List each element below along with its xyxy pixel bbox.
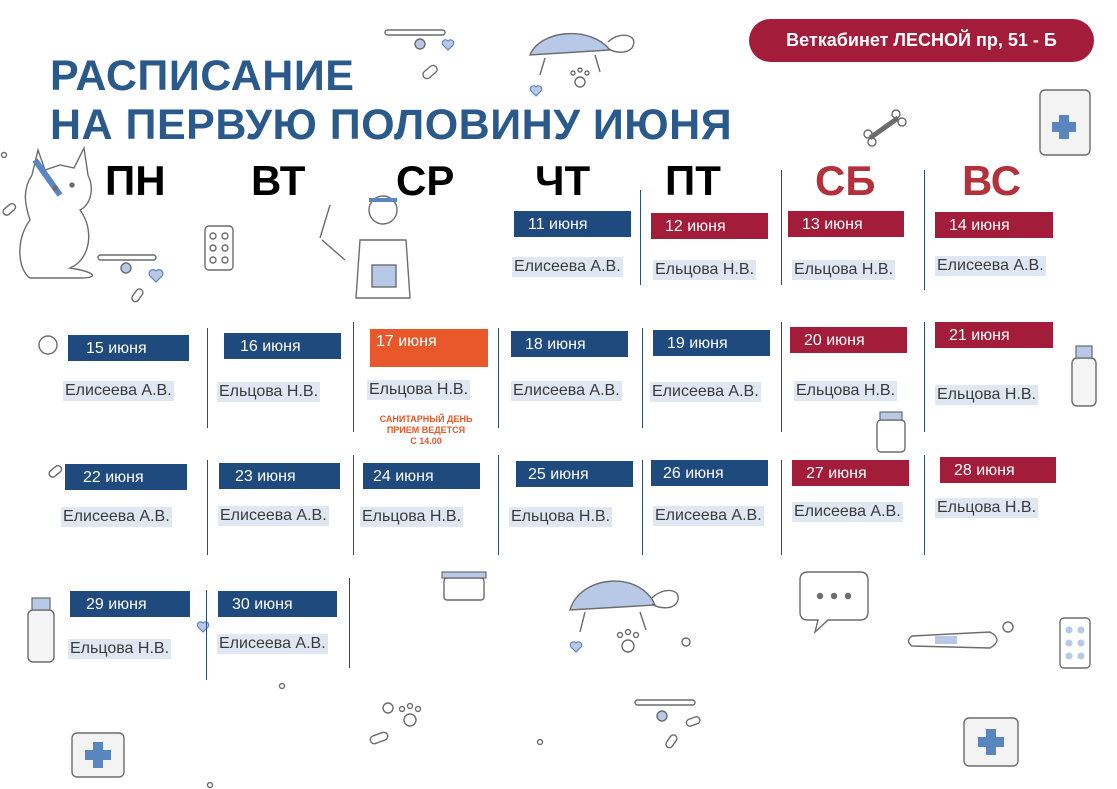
speech-bubble-icon	[800, 572, 868, 632]
paw-icon	[383, 703, 421, 726]
date-15: 15 июня	[68, 335, 189, 361]
doctor-20: Ельцова Н.В.	[796, 382, 896, 399]
sanitary-day-note	[360, 414, 492, 447]
doctor-27: Елисеева А.В.	[794, 503, 901, 520]
column-divider	[640, 190, 641, 285]
doctor-11: Елисеева А.В.	[514, 258, 621, 275]
column-divider	[207, 460, 208, 555]
container-icon	[442, 572, 486, 600]
clinic-address-badge: Веткабинет ЛЕСНОЙ пр, 51 - Б	[749, 19, 1094, 62]
date-20: 20 июня	[790, 327, 907, 353]
column-divider	[781, 322, 782, 432]
day-header-tue: ВТ	[251, 157, 306, 204]
column-divider	[349, 578, 350, 668]
cat-icon	[20, 148, 92, 278]
date-23: 23 июня	[219, 463, 340, 489]
sanitary-day-note-line: ПРИЕМ ВЕДЕТСЯ	[386, 425, 466, 435]
date-17: 17 июня	[370, 329, 488, 367]
column-divider	[642, 460, 643, 555]
doctor-17: Ельцова Н.В.	[369, 381, 469, 398]
column-divider	[498, 328, 499, 428]
sanitary-day-note-line: САНИТАРНЫЙ ДЕНЬ	[379, 414, 473, 424]
blister-pack-icon	[205, 226, 233, 270]
column-divider	[924, 455, 925, 555]
page-title-line-1: РАСПИСАНИЕ	[50, 52, 355, 100]
jar-icon	[877, 412, 905, 452]
column-divider	[353, 322, 354, 432]
doctor-24: Ельцова Н.В.	[362, 508, 462, 525]
date-14: 14 июня	[935, 212, 1053, 238]
doctor-12: Ельцова Н.В.	[655, 261, 755, 278]
date-27: 27 июня	[792, 460, 909, 486]
doctor-16: Ельцова Н.В.	[219, 383, 319, 400]
column-divider	[924, 322, 925, 432]
bottle-icon	[1072, 346, 1096, 406]
date-19: 19 июня	[653, 330, 770, 356]
day-header-wed: СР	[396, 157, 455, 204]
sanitary-day-note-line: С 14.00	[410, 436, 442, 446]
date-12: 12 июня	[651, 213, 768, 239]
day-header-sat: СБ	[815, 157, 876, 204]
doctor-21: Ельцова Н.В.	[937, 386, 1037, 403]
date-24: 24 июня	[363, 463, 480, 489]
doctor-13: Ельцова Н.В.	[794, 261, 894, 278]
day-header-sun: ВС	[962, 157, 1022, 204]
doctor-19: Елисеева А.В.	[652, 383, 759, 400]
day-header-fri: ПТ	[665, 157, 721, 204]
doctor-26: Елисеева А.В.	[655, 507, 762, 524]
day-header-thu: ЧТ	[535, 157, 591, 204]
doctor-30: Елисеева А.В.	[219, 635, 326, 652]
column-divider	[206, 590, 207, 680]
date-25: 25 июня	[516, 461, 633, 487]
date-26: 26 июня	[651, 460, 768, 486]
date-28: 28 июня	[940, 457, 1056, 483]
turtle-icon	[570, 581, 678, 632]
doctor-18: Елисеева А.В.	[513, 382, 620, 399]
doctor-22: Елисеева А.В.	[63, 508, 170, 525]
first-aid-bag-icon	[72, 733, 124, 777]
bottle-icon	[28, 598, 54, 662]
date-11: 11 июня	[514, 211, 631, 237]
column-divider	[207, 328, 208, 428]
date-29: 29 июня	[70, 591, 190, 617]
date-21: 21 июня	[935, 322, 1053, 348]
first-aid-bag-icon	[1040, 90, 1090, 155]
day-header-mon: ПН	[105, 157, 166, 204]
column-divider	[353, 455, 354, 555]
date-16: 16 июня	[224, 333, 341, 359]
column-divider	[924, 170, 925, 290]
doctor-23: Елисеева А.В.	[220, 507, 327, 524]
doctor-15: Елисеева А.В.	[65, 382, 172, 399]
doctor-icon	[320, 196, 410, 298]
bone-icon	[864, 110, 906, 146]
page-title-line-2: НА ПЕРВУЮ ПОЛОВИНУ ИЮНЯ	[50, 101, 733, 149]
column-divider	[498, 455, 499, 555]
blister-pack-icon	[1060, 618, 1090, 668]
date-22: 22 июня	[65, 464, 187, 490]
date-18: 18 июня	[511, 331, 628, 357]
doctor-29: Ельцова Н.В.	[70, 640, 170, 657]
first-aid-bag-icon	[964, 718, 1018, 766]
column-divider	[781, 170, 782, 285]
doctor-28: Ельцова Н.В.	[937, 499, 1037, 516]
column-divider	[781, 460, 782, 555]
paw-icon	[618, 630, 639, 653]
paw-icon	[571, 68, 589, 87]
doctor-25: Ельцова Н.В.	[511, 508, 611, 525]
date-30: 30 июня	[218, 591, 337, 617]
doctor-14: Елисеева А.В.	[937, 257, 1044, 274]
thermometer-icon	[909, 632, 998, 648]
column-divider	[642, 328, 643, 428]
date-13: 13 июня	[788, 211, 904, 237]
